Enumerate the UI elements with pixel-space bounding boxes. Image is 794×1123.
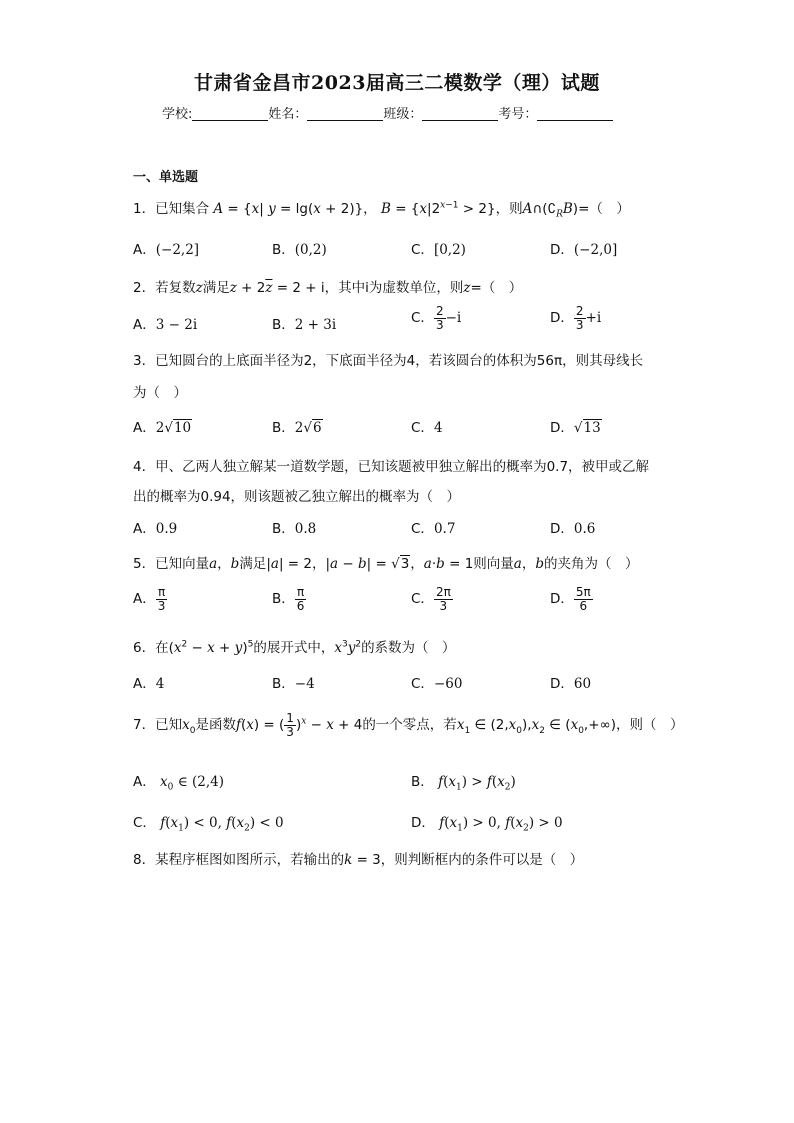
q7-option-a[interactable]: A． $x_0$ ∈ (2,4): [133, 774, 224, 793]
class-label: 班级：: [383, 107, 423, 122]
q4-option-d[interactable]: D．0.6: [550, 521, 596, 537]
q7-option-b[interactable]: B． $f(x_1) > f(x_2)$: [411, 774, 516, 793]
q2-option-c[interactable]: C． $\frac{2}{3}$ −i: [411, 304, 462, 332]
q1-set-a: A: [213, 201, 224, 217]
q5-option-b[interactable]: B． $\frac{\pi}{6}$: [272, 585, 305, 613]
question-4-line-1: 4．甲、乙两人独立解某一道数学题，已知该题被甲独立解出的概率为0.7，被甲或乙解: [133, 459, 650, 475]
q1-option-a[interactable]: A．(−2,2]: [133, 242, 200, 258]
name-label: 姓名：: [268, 107, 308, 122]
q3-option-d[interactable]: D．√13: [550, 420, 601, 436]
question-1: 1．已知集合 A = {x| y = lg(x + 2)}， $B = \{x|2^{x-1} > 2\}$，则$A\cap(∁_RB)=$（ ）: [133, 200, 630, 220]
q3-option-a[interactable]: A．2√10: [133, 420, 192, 436]
q1-option-c[interactable]: C．[0,2): [411, 242, 466, 258]
q6-option-b[interactable]: B．−4: [272, 676, 315, 692]
q5-option-d[interactable]: D． $\frac{5\pi}{6}$: [550, 585, 591, 613]
question-5: 5．已知向量a，b满足|a| = 2，|a − b| = √3，a·b = 1则向量a，b的夹角为（ ）: [133, 556, 639, 572]
q6-option-a[interactable]: A．4: [133, 676, 165, 692]
section-heading: 一、单选题: [133, 170, 199, 185]
q3-option-c[interactable]: C．4: [411, 420, 443, 436]
q7-option-d[interactable]: D． $f(x_1) > 0$, $f(x_2) > 0$: [411, 815, 563, 834]
question-3-line-1: 3．已知圆台的上底面半径为2，下底面半径为4，若该圆台的体积为56π，则其母线长: [133, 353, 644, 369]
q4-option-a[interactable]: A．0.9: [133, 521, 178, 537]
school-label: 学校:: [162, 107, 193, 122]
school-blank[interactable]: [192, 106, 268, 121]
number-label: 考号：: [498, 107, 538, 122]
q2-option-a[interactable]: A．3 − 2i: [133, 317, 198, 333]
q2-option-d[interactable]: D． $\frac{2}{3}$ +i: [550, 304, 602, 332]
number-blank[interactable]: [537, 106, 613, 121]
q1-option-d[interactable]: D．(−2,0]: [550, 242, 618, 258]
q6-option-c[interactable]: C．−60: [411, 676, 463, 692]
class-blank[interactable]: [422, 106, 498, 121]
question-2: 2．若复数z满足$z + 2\overline{z} = 2 + i$，其中i为虚数单位，则z=（ ）: [133, 280, 523, 296]
q1-option-b[interactable]: B．(0,2): [272, 242, 327, 258]
question-4-line-2: 出的概率为0.94，则该题被乙独立解出的概率为（ ）: [133, 489, 461, 505]
q4-option-c[interactable]: C．0.7: [411, 521, 456, 537]
question-3-line-2: 为（ ）: [133, 385, 187, 401]
q4-option-b[interactable]: B．0.8: [272, 521, 317, 537]
q5-option-c[interactable]: C． $\frac{2\pi}{3}$: [411, 585, 451, 613]
page-title: 甘肃省金昌市2023届高三二模数学（理）试题: [194, 72, 600, 94]
q3-option-b[interactable]: B．2√6: [272, 420, 322, 436]
student-info-line: [162, 103, 613, 122]
question-6: 6．在$(x^2 - x + y)^5$的展开式中，$x^3y^2$的系数为（ ）: [133, 639, 456, 656]
question-8: 8．某程序框图如图所示，若输出的k = 3，则判断框内的条件可以是（ ）: [133, 852, 584, 868]
name-blank[interactable]: [307, 106, 383, 121]
q5-option-a[interactable]: A． $\frac{\pi}{3}$: [133, 585, 166, 613]
q2-option-b[interactable]: B．2 + 3i: [272, 317, 337, 333]
q7-option-c[interactable]: C． $f(x_1) < 0$, $f(x_2) < 0$: [133, 815, 284, 834]
question-7: 7．已知$x_0$是函数f(x) = ( $\frac{1}{3}$ )$^x$ − x + 4的一个零点，若$x_1$ ∈ $(2,x_0),x_2$ ∈ $(x_0,+\infty)$，则（ ）: [133, 711, 684, 739]
q6-option-d[interactable]: D．60: [550, 676, 592, 692]
